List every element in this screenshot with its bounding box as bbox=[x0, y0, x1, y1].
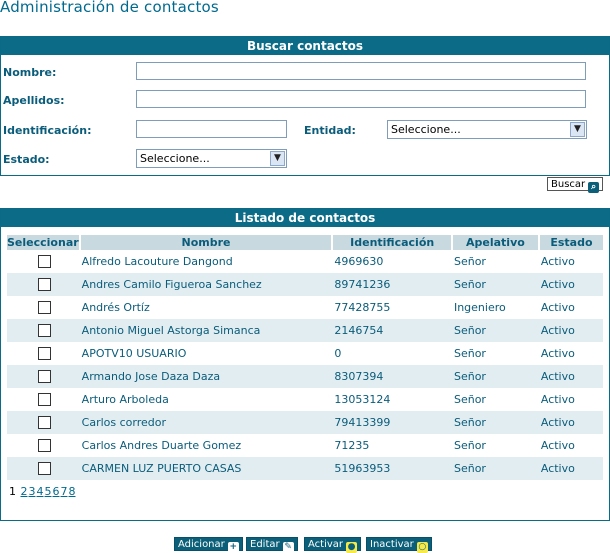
row-identificacion: 2146754 bbox=[332, 319, 452, 342]
column-header-seleccionar: Seleccionar bbox=[7, 236, 79, 249]
table-row bbox=[7, 457, 603, 480]
entidad-label: Entidad: bbox=[304, 124, 356, 137]
row-estado: Activo bbox=[539, 319, 603, 342]
row-estado: Activo bbox=[539, 411, 603, 434]
row-estado: Activo bbox=[539, 365, 603, 388]
column-header-nombre[interactable]: Nombre bbox=[80, 235, 333, 250]
row-apelativo: Señor bbox=[452, 434, 539, 457]
table-header-row bbox=[7, 235, 603, 250]
table-row bbox=[7, 319, 603, 342]
row-select-checkbox[interactable] bbox=[38, 439, 51, 452]
pager-link-8[interactable]: 8 bbox=[68, 485, 76, 498]
pager-link-2[interactable]: 2 bbox=[20, 485, 28, 498]
entidad-select-value: Seleccione... bbox=[391, 123, 461, 136]
inactivar-button-label: Inactivar bbox=[370, 539, 414, 550]
nombre-input[interactable] bbox=[136, 62, 586, 80]
row-identificacion: 8307394 bbox=[332, 365, 452, 388]
row-estado: Activo bbox=[539, 273, 603, 296]
page-title: Administración de contactos bbox=[0, 0, 219, 16]
row-nombre: CARMEN LUZ PUERTO CASAS bbox=[80, 457, 333, 480]
column-header-estado[interactable]: Estado bbox=[539, 235, 603, 250]
list-panel-header: Listado de contactos bbox=[1, 209, 609, 227]
row-apelativo: Señor bbox=[452, 457, 539, 480]
row-identificacion: 4969630 bbox=[332, 250, 452, 273]
row-apelativo: Señor bbox=[452, 411, 539, 434]
chevron-down-icon[interactable]: ▼ bbox=[570, 122, 585, 137]
row-nombre: Andrés Ortíz bbox=[80, 296, 333, 319]
row-nombre: APOTV10 USUARIO bbox=[80, 342, 333, 365]
table-row bbox=[7, 388, 603, 411]
editar-button-label: Editar bbox=[250, 539, 280, 550]
row-select-checkbox[interactable] bbox=[38, 324, 51, 337]
adicionar-button-label: Adicionar bbox=[178, 539, 225, 550]
row-identificacion: 13053124 bbox=[332, 388, 452, 411]
activar-button[interactable] bbox=[304, 537, 361, 551]
inactivar-button[interactable] bbox=[366, 537, 432, 551]
row-estado: Activo bbox=[539, 342, 603, 365]
pager-link-6[interactable]: 6 bbox=[52, 485, 60, 498]
row-select-checkbox[interactable] bbox=[38, 462, 51, 475]
row-apelativo: Señor bbox=[452, 319, 539, 342]
estado-select-value: Seleccione... bbox=[140, 152, 210, 165]
table-row bbox=[7, 365, 603, 388]
pager-link-3[interactable]: 3 bbox=[28, 485, 36, 498]
pager-link-5[interactable]: 5 bbox=[44, 485, 52, 498]
row-apelativo: Señor bbox=[452, 342, 539, 365]
search-panel-header: Buscar contactos bbox=[1, 37, 609, 55]
row-select-checkbox[interactable] bbox=[38, 301, 51, 314]
row-estado: Activo bbox=[539, 250, 603, 273]
row-nombre: Alfredo Lacouture Dangond bbox=[80, 250, 333, 273]
row-select-checkbox[interactable] bbox=[38, 255, 51, 268]
column-header-identificacion[interactable]: Identificación bbox=[332, 235, 452, 250]
search-button-label: Buscar bbox=[551, 179, 586, 190]
apellidos-label: Apellidos: bbox=[3, 94, 65, 107]
editar-button[interactable] bbox=[246, 537, 298, 551]
identificacion-input[interactable] bbox=[136, 120, 287, 138]
pager-link-4[interactable]: 4 bbox=[36, 485, 44, 498]
lightbulb-off-icon: ○ bbox=[418, 542, 427, 552]
row-estado: Activo bbox=[539, 434, 603, 457]
table-row bbox=[7, 342, 603, 365]
row-identificacion: 71235 bbox=[332, 434, 452, 457]
row-estado: Activo bbox=[539, 457, 603, 480]
pager-link-7[interactable]: 7 bbox=[60, 485, 68, 498]
table-row bbox=[7, 250, 603, 273]
row-nombre: Carlos corredor bbox=[80, 411, 333, 434]
row-apelativo: Señor bbox=[452, 388, 539, 411]
activar-button-label: Activar bbox=[308, 539, 344, 550]
chevron-down-icon[interactable]: ▼ bbox=[270, 151, 285, 166]
table-row bbox=[7, 273, 603, 296]
column-header-apelativo[interactable]: Apelativo bbox=[452, 235, 539, 250]
contacts-list-panel bbox=[0, 208, 610, 521]
row-estado: Activo bbox=[539, 388, 603, 411]
estado-select[interactable] bbox=[136, 149, 287, 168]
row-nombre: Andres Camilo Figueroa Sanchez bbox=[80, 273, 333, 296]
nombre-label: Nombre: bbox=[3, 66, 57, 79]
estado-label: Estado: bbox=[3, 153, 50, 166]
lightbulb-on-icon: ● bbox=[347, 542, 356, 552]
row-select-checkbox[interactable] bbox=[38, 370, 51, 383]
identificacion-label: Identificación: bbox=[3, 124, 92, 137]
table-row bbox=[7, 411, 603, 434]
row-nombre: Armando Jose Daza Daza bbox=[80, 365, 333, 388]
row-select-checkbox[interactable] bbox=[38, 416, 51, 429]
search-icon: ⌕ bbox=[588, 182, 599, 193]
row-apelativo: Señor bbox=[452, 250, 539, 273]
row-estado: Activo bbox=[539, 296, 603, 319]
row-nombre: Antonio Miguel Astorga Simanca bbox=[80, 319, 333, 342]
row-nombre: Arturo Arboleda bbox=[80, 388, 333, 411]
row-identificacion: 89741236 bbox=[332, 273, 452, 296]
row-select-checkbox[interactable] bbox=[38, 347, 51, 360]
table-row bbox=[7, 434, 603, 457]
row-apelativo: Ingeniero bbox=[452, 296, 539, 319]
contacts-table bbox=[7, 235, 603, 480]
table-row bbox=[7, 296, 603, 319]
row-select-checkbox[interactable] bbox=[38, 393, 51, 406]
row-identificacion: 0 bbox=[332, 342, 452, 365]
apellidos-input[interactable] bbox=[136, 90, 586, 108]
entidad-select[interactable] bbox=[387, 120, 587, 139]
row-apelativo: Señor bbox=[452, 273, 539, 296]
pagination bbox=[9, 485, 76, 498]
row-identificacion: 51963953 bbox=[332, 457, 452, 480]
add-icon: + bbox=[229, 542, 238, 552]
search-panel bbox=[0, 36, 610, 176]
row-nombre: Carlos Andres Duarte Gomez bbox=[80, 434, 333, 457]
edit-icon: ✎ bbox=[284, 542, 292, 552]
row-select-checkbox[interactable] bbox=[38, 278, 51, 291]
row-identificacion: 79413399 bbox=[332, 411, 452, 434]
adicionar-button[interactable] bbox=[174, 537, 243, 551]
row-apelativo: Señor bbox=[452, 365, 539, 388]
row-identificacion: 77428755 bbox=[332, 296, 452, 319]
pager-current-page: 1 bbox=[9, 485, 16, 498]
search-button[interactable] bbox=[547, 177, 603, 191]
